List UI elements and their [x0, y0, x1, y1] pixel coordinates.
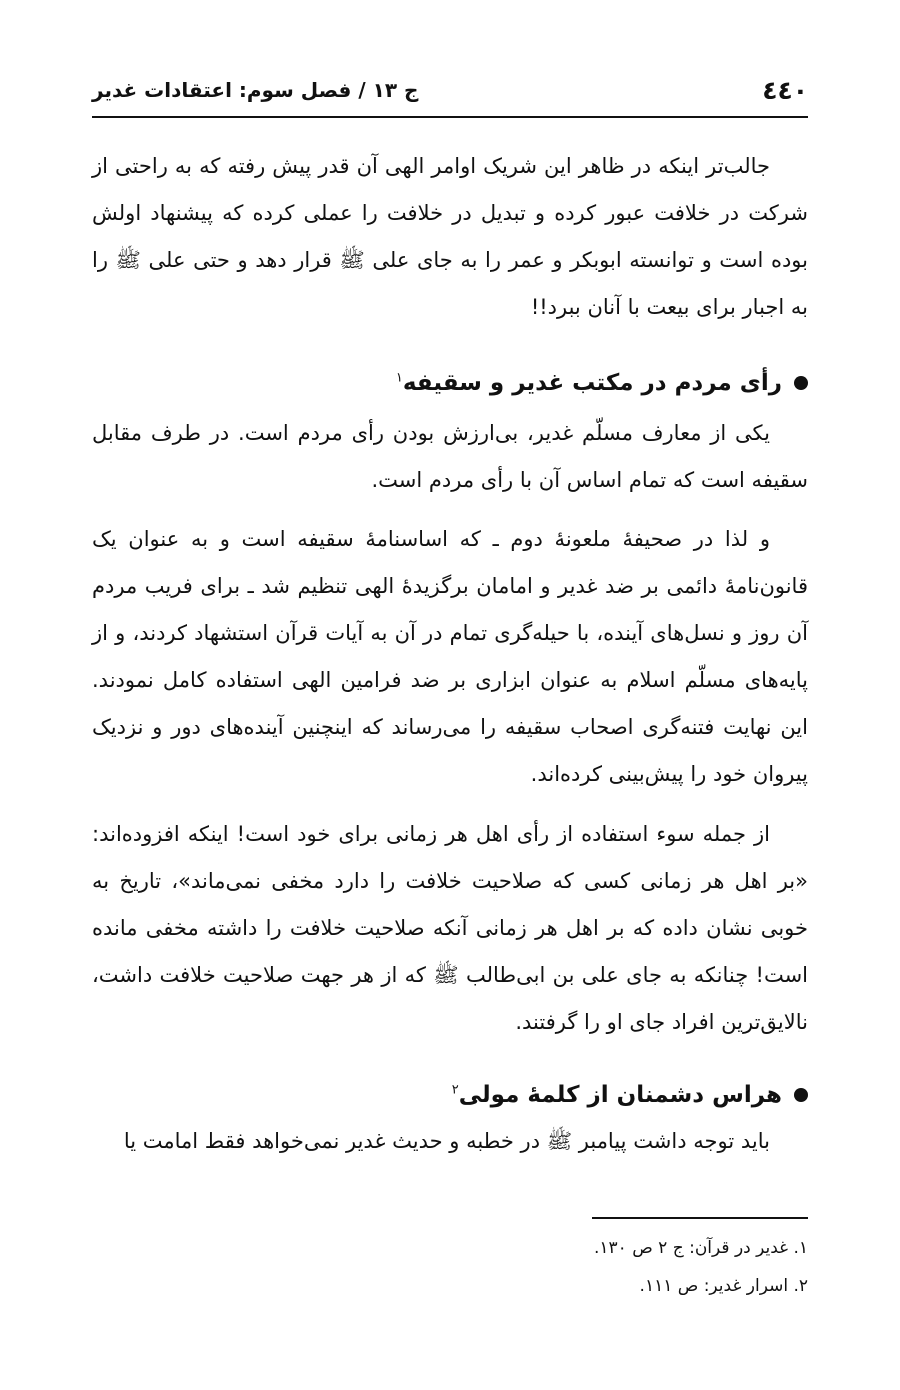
paragraph-1: جالب‌تر اینکه در ظاهر این شریک اوامر الهی آن قدر پیش رفته که به راحتی از شرکت در خلافت عبور کرده و تبدیل در خلافت را عملی کرده که پیشنهاد اولش بوده است و توانسته ابوبکر و عمر را به جای علی ﷺ قرار دهد و حتی علی ﷺ را به اجبار برای بیعت با آنان ببرد!! [92, 154, 808, 319]
bullet-icon [794, 376, 808, 390]
section-heading-2 [92, 1082, 808, 1108]
page-header [92, 74, 808, 106]
page-number: ٤٤٠ [762, 75, 808, 105]
footnote-marker-2: ۲ [451, 1082, 459, 1098]
paragraph-5: باید توجه داشت پیامبر ﷺ در خطبه و حدیث غدیر نمی‌خواهد فقط امامت یا [123, 1129, 770, 1153]
footnote-marker-1: ۱ [395, 370, 403, 386]
section-heading-1 [92, 370, 808, 396]
paragraph-3: و لذا در صحیفهٔ ملعونهٔ دوم ـ که اساسنامهٔ سقیفه است و به عنوان یک قانون‌نامهٔ دائمی بر ضد غدیر و امامان برگزیدهٔ الهی تنظیم شد ـ برای فریب مردم آن روز و نسل‌های آینده، با حیله‌گری تمام در آن به آیات قرآن استشهاد کردند، و از پایه‌های مسلّم اسلام به عنوان ابزاری بر ضد فرامین الهی استفاده کامل نمودند. این نهایت فتنه‌گری اصحاب سقیفه را می‌رساند که اینچنین آینده‌های دور و نزدیک پیروان خود را پیش‌بینی کرده‌اند. [92, 527, 808, 786]
header-rule [92, 116, 808, 118]
section-heading-1-text: رأی مردم در مکتب غدیر و سقیفه$^۱$ [395, 370, 782, 396]
section-heading-2-text: هراس دشمنان از کلمهٔ مولی$^۲$ [451, 1082, 782, 1108]
paragraph-4: از جمله سوء استفاده از رأی اهل هر زمانی برای خود است! اینکه افزوده‌اند: «بر اهل هر زمانی کسی که صلاحیت خلافت را دارد مخفی نمی‌ماند»، تاریخ به خوبی نشان داده که بر اهل هر زمانی آنکه صلاحیت خلافت را داشته مخفی مانده است! چنانکه به جای علی بن ابی‌طالب ﷺ که از هر جهت صلاحیت خلافت داشت، نالایق‌ترین افراد جای او را گرفتند. [92, 822, 808, 1034]
footnote-1: ۱. غدیر در قرآن: ج ۲ ص ۱۳۰. [593, 1238, 808, 1258]
footnote-rule [592, 1217, 808, 1219]
running-head: ج ۱۳ / فصل سوم: اعتقادات غدیر [92, 78, 419, 102]
footnote-2: ۲. اسرار غدیر: ص ۱۱۱. [639, 1276, 808, 1296]
bullet-icon [794, 1088, 808, 1102]
paragraph-2: یکی از معارف مسلّم غدیر، بی‌ارزش بودن رأی مردم است. در طرف مقابل سقیفه است که تمام اساس آن با رأی مردم است. [92, 421, 808, 492]
